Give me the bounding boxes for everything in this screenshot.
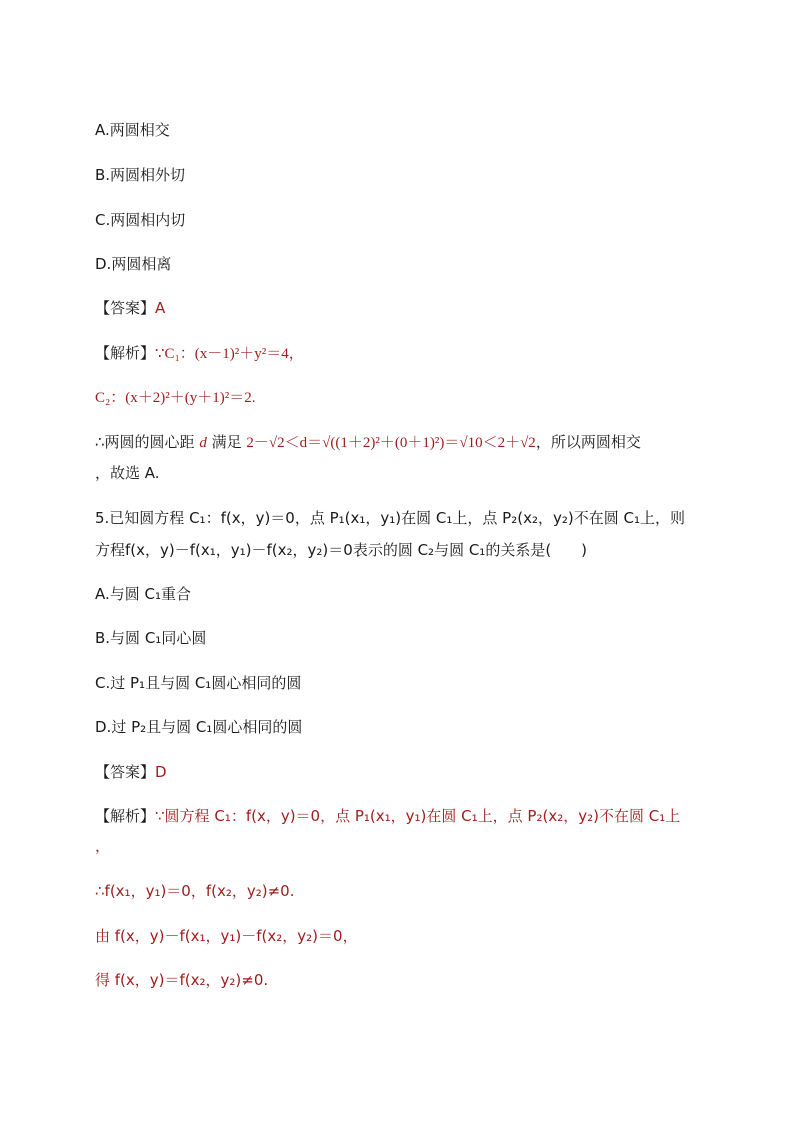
q5-analysis-line-4: 由 f(x，y)－f(x₁，y₁)－f(x₂，y₂)＝0，: [95, 927, 358, 945]
analysis-tag: 【解析】: [95, 344, 156, 362]
analysis-mid: 满足: [211, 433, 242, 451]
q5-analysis-line-3: ∴f(x₁，y₁)＝0，f(x₂，y₂)≠0.: [95, 882, 295, 900]
answer-value: A: [155, 299, 166, 317]
q5-option-d: D.过 P₂且与圆 C₁圆心相同的圆: [95, 718, 303, 736]
q5-option-c: C.过 P₁且与圆 C₁圆心相同的圆: [95, 674, 302, 692]
answer-line: [95, 298, 165, 318]
analysis-line-3: [95, 432, 641, 453]
distance-inequality: 2－√2＜d＝√((1＋2)²＋(0＋1)²)＝√10＜2＋√2: [246, 435, 536, 451]
q5-analysis-line-1: [95, 806, 680, 826]
q5-option-a: A.与圆 C₁重合: [95, 585, 192, 603]
q5-analysis-tag: 【解析】: [95, 807, 156, 825]
q5-analysis-text: ∵圆方程 C₁：f(x，y)＝0，点 P₁(x₁，y₁)在圆 C₁上，点 P₂(x₂，y₂)不在圆 C₁上: [155, 807, 681, 825]
option-a: A.两圆相交: [95, 121, 170, 139]
q5-answer-line: [95, 762, 167, 782]
option-c: C.两圆相内切: [95, 211, 186, 229]
analysis-prefix: ∴两圆的圆心距: [95, 433, 195, 451]
analysis-line-2: C₂：(x＋2)²＋(y＋1)²＝2.: [95, 390, 256, 406]
q5-analysis-line-5: 得 f(x，y)＝f(x₂，y₂)≠0.: [95, 971, 269, 989]
analysis-text: ∵C₁：(x－1)²＋y²＝4，: [155, 346, 304, 362]
distance-var: d: [199, 435, 207, 451]
q5-option-b: B.与圆 C₁同心圆: [95, 629, 207, 647]
option-b: B.两圆相外切: [95, 166, 186, 184]
q5-stem-line-2: 方程f(x，y)－f(x₁，y₁)－f(x₂，y₂)＝0表示的圆 C₂与圆 C₁的关系是( ): [95, 541, 588, 559]
analysis-suffix: ，所以两圆相交: [535, 433, 641, 451]
q5-answer-tag: 【答案】: [95, 763, 156, 781]
analysis-line-4: ，故选 A.: [95, 464, 160, 482]
q5-analysis-line-2: ，: [95, 837, 111, 855]
answer-tag: 【答案】: [95, 299, 156, 317]
option-d: D.两圆相离: [95, 255, 172, 273]
q5-answer-value: D: [155, 763, 167, 781]
analysis-line-1: [95, 343, 304, 364]
q5-stem-line-1: 5.已知圆方程 C₁：f(x，y)＝0，点 P₁(x₁，y₁)在圆 C₁上，点 P₂(x₂，y₂)不在圆 C₁上，则: [95, 509, 685, 527]
